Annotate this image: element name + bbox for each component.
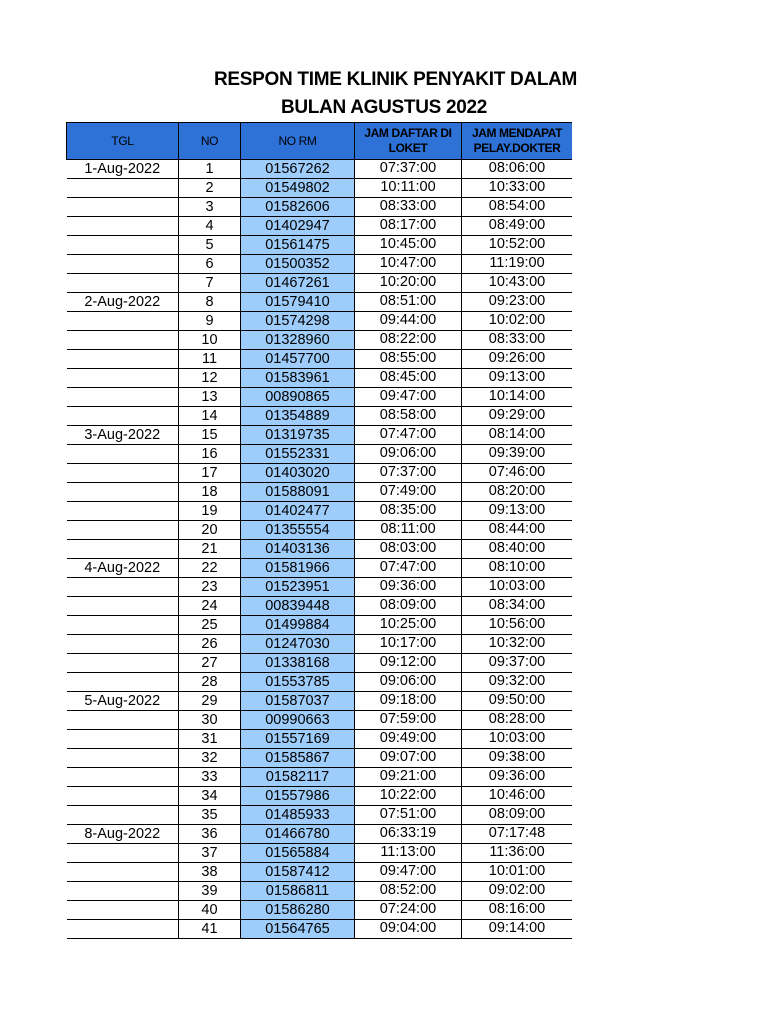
cell-no[interactable]: 27	[179, 654, 241, 673]
cell-no-rm[interactable]: 01485933	[241, 806, 355, 825]
cell-no-rm[interactable]: 01567262	[241, 160, 355, 179]
cell-no-rm[interactable]: 01574298	[241, 312, 355, 331]
cell-jam-daftar[interactable]: 11:13:00	[355, 844, 462, 863]
table-body	[67, 160, 573, 939]
cell-tgl[interactable]	[67, 483, 179, 502]
cell-no[interactable]: 31	[179, 730, 241, 749]
cell-no-rm[interactable]: 01523951	[241, 578, 355, 597]
cell-tgl[interactable]: 5-Aug-2022	[67, 692, 179, 711]
cell-jam-dokter[interactable]: 09:02:00	[462, 882, 573, 901]
cell-jam-daftar[interactable]: 10:22:00	[355, 787, 462, 806]
table-row	[67, 768, 573, 787]
table-row	[67, 274, 573, 293]
table-row	[67, 692, 573, 711]
cell-tgl[interactable]	[67, 901, 179, 920]
cell-jam-daftar[interactable]: 07:24:00	[355, 901, 462, 920]
header-jam-daftar-line2: LOKET	[388, 141, 428, 155]
cell-jam-daftar[interactable]: 08:22:00	[355, 331, 462, 350]
cell-jam-dokter[interactable]: 08:20:00	[462, 483, 573, 502]
cell-jam-dokter[interactable]: 07:46:00	[462, 464, 573, 483]
cell-jam-daftar[interactable]: 09:21:00	[355, 768, 462, 787]
cell-jam-daftar[interactable]: 09:04:00	[355, 920, 462, 939]
cell-no-rm[interactable]: 01549802	[241, 179, 355, 198]
cell-no-rm[interactable]: 01499884	[241, 616, 355, 635]
header-row	[67, 123, 573, 160]
cell-no-rm[interactable]: 01328960	[241, 331, 355, 350]
cell-jam-dokter[interactable]: 09:37:00	[462, 654, 573, 673]
cell-no-rm[interactable]: 00990663	[241, 711, 355, 730]
cell-no[interactable]: 1	[179, 160, 241, 179]
table-row	[67, 312, 573, 331]
table-row	[67, 179, 573, 198]
cell-jam-daftar[interactable]: 09:47:00	[355, 388, 462, 407]
table-row	[67, 217, 573, 236]
table-row	[67, 198, 573, 217]
cell-no[interactable]: 17	[179, 464, 241, 483]
cell-jam-daftar[interactable]: 08:03:00	[355, 540, 462, 559]
cell-tgl[interactable]	[67, 768, 179, 787]
cell-jam-dokter[interactable]: 08:14:00	[462, 426, 573, 445]
cell-tgl[interactable]: 8-Aug-2022	[67, 825, 179, 844]
table-row	[67, 521, 573, 540]
cell-no[interactable]: 2	[179, 179, 241, 198]
cell-no-rm[interactable]: 01338168	[241, 654, 355, 673]
cell-jam-dokter[interactable]: 09:14:00	[462, 920, 573, 939]
cell-jam-dokter[interactable]: 09:38:00	[462, 749, 573, 768]
table-row	[67, 502, 573, 521]
table-viewport	[66, 122, 572, 1022]
cell-jam-daftar[interactable]: 08:11:00	[355, 521, 462, 540]
cell-no[interactable]: 24	[179, 597, 241, 616]
cell-no[interactable]: 38	[179, 863, 241, 882]
table-row	[67, 711, 573, 730]
cell-no-rm[interactable]: 01467261	[241, 274, 355, 293]
cell-tgl[interactable]	[67, 236, 179, 255]
cell-jam-daftar[interactable]: 09:06:00	[355, 673, 462, 692]
cell-no[interactable]: 39	[179, 882, 241, 901]
cell-no-rm[interactable]: 01582606	[241, 198, 355, 217]
cell-jam-daftar[interactable]: 08:09:00	[355, 597, 462, 616]
cell-jam-daftar[interactable]: 07:51:00	[355, 806, 462, 825]
cell-jam-dokter[interactable]: 10:01:00	[462, 863, 573, 882]
cell-jam-dokter[interactable]: 08:54:00	[462, 198, 573, 217]
cell-jam-daftar[interactable]: 08:45:00	[355, 369, 462, 388]
cell-no-rm[interactable]: 01319735	[241, 426, 355, 445]
header-jam-daftar-line1: JAM DAFTAR DI	[364, 126, 452, 140]
cell-jam-daftar[interactable]: 09:12:00	[355, 654, 462, 673]
cell-jam-dokter[interactable]: 10:03:00	[462, 730, 573, 749]
cell-tgl[interactable]	[67, 502, 179, 521]
cell-jam-daftar[interactable]: 10:11:00	[355, 179, 462, 198]
table-row	[67, 673, 573, 692]
cell-no-rm[interactable]: 01402477	[241, 502, 355, 521]
cell-jam-daftar[interactable]: 07:59:00	[355, 711, 462, 730]
cell-no[interactable]: 10	[179, 331, 241, 350]
cell-jam-daftar[interactable]: 09:49:00	[355, 730, 462, 749]
cell-jam-daftar[interactable]: 06:33:19	[355, 825, 462, 844]
table-row	[67, 806, 573, 825]
cell-tgl[interactable]	[67, 445, 179, 464]
cell-tgl[interactable]	[67, 331, 179, 350]
cell-tgl[interactable]	[67, 388, 179, 407]
cell-jam-daftar[interactable]: 08:17:00	[355, 217, 462, 236]
header-jam-dokter[interactable]	[462, 123, 573, 160]
cell-no[interactable]: 40	[179, 901, 241, 920]
cell-tgl[interactable]	[67, 407, 179, 426]
cell-no[interactable]: 3	[179, 198, 241, 217]
cell-no-rm[interactable]: 01457700	[241, 350, 355, 369]
cell-jam-daftar[interactable]: 07:37:00	[355, 160, 462, 179]
cell-tgl[interactable]	[67, 654, 179, 673]
cell-no-rm[interactable]: 01354889	[241, 407, 355, 426]
cell-tgl[interactable]	[67, 806, 179, 825]
cell-no-rm[interactable]: 01561475	[241, 236, 355, 255]
cell-no-rm[interactable]: 01588091	[241, 483, 355, 502]
cell-jam-daftar[interactable]: 08:55:00	[355, 350, 462, 369]
cell-jam-daftar[interactable]: 10:45:00	[355, 236, 462, 255]
cell-jam-daftar[interactable]: 09:47:00	[355, 863, 462, 882]
cell-no-rm[interactable]: 01583961	[241, 369, 355, 388]
header-tgl[interactable]	[67, 123, 179, 160]
cell-no[interactable]: 36	[179, 825, 241, 844]
header-no-label: NO	[200, 133, 219, 148]
cell-tgl[interactable]	[67, 198, 179, 217]
table-row	[67, 616, 573, 635]
table-row	[67, 901, 573, 920]
cell-no[interactable]: 22	[179, 559, 241, 578]
cell-jam-dokter[interactable]: 10:03:00	[462, 578, 573, 597]
table-header	[67, 123, 573, 160]
cell-no-rm[interactable]: 01403136	[241, 540, 355, 559]
cell-jam-dokter[interactable]: 10:02:00	[462, 312, 573, 331]
cell-tgl[interactable]	[67, 217, 179, 236]
cell-no-rm[interactable]: 01564765	[241, 920, 355, 939]
cell-no[interactable]: 18	[179, 483, 241, 502]
header-no-rm[interactable]	[241, 123, 355, 160]
cell-jam-daftar[interactable]: 10:20:00	[355, 274, 462, 293]
cell-no[interactable]: 16	[179, 445, 241, 464]
cell-no[interactable]: 30	[179, 711, 241, 730]
cell-no[interactable]: 8	[179, 293, 241, 312]
cell-tgl[interactable]	[67, 369, 179, 388]
cell-tgl[interactable]	[67, 673, 179, 692]
table-row	[67, 445, 573, 464]
header-jam-dokter-line1: JAM MENDAPAT	[471, 126, 563, 140]
cell-no[interactable]: 37	[179, 844, 241, 863]
cell-tgl[interactable]	[67, 844, 179, 863]
header-no-rm-label: NO RM	[278, 133, 317, 148]
cell-jam-daftar[interactable]: 09:36:00	[355, 578, 462, 597]
cell-tgl[interactable]	[67, 597, 179, 616]
header-jam-daftar[interactable]	[355, 123, 462, 160]
table-row	[67, 559, 573, 578]
table-row	[67, 426, 573, 445]
table-row	[67, 654, 573, 673]
cell-jam-dokter[interactable]: 08:44:00	[462, 521, 573, 540]
cell-jam-dokter[interactable]: 09:36:00	[462, 768, 573, 787]
cell-jam-dokter[interactable]: 08:09:00	[462, 806, 573, 825]
cell-tgl[interactable]	[67, 730, 179, 749]
cell-jam-daftar[interactable]: 10:47:00	[355, 255, 462, 274]
cell-jam-dokter[interactable]: 09:26:00	[462, 350, 573, 369]
cell-tgl[interactable]	[67, 179, 179, 198]
cell-no-rm[interactable]: 01586280	[241, 901, 355, 920]
cell-jam-dokter[interactable]: 09:29:00	[462, 407, 573, 426]
table-row	[67, 635, 573, 654]
cell-no-rm[interactable]: 01585867	[241, 749, 355, 768]
cell-no[interactable]: 4	[179, 217, 241, 236]
cell-tgl[interactable]	[67, 882, 179, 901]
cell-jam-dokter[interactable]: 08:33:00	[462, 331, 573, 350]
cell-no[interactable]: 14	[179, 407, 241, 426]
cell-jam-dokter[interactable]: 08:06:00	[462, 160, 573, 179]
cell-no[interactable]: 13	[179, 388, 241, 407]
cell-jam-daftar[interactable]: 09:06:00	[355, 445, 462, 464]
cell-no[interactable]: 29	[179, 692, 241, 711]
cell-tgl[interactable]	[67, 749, 179, 768]
page-subtitle: BULAN AGUSTUS 2022	[280, 97, 488, 118]
cell-jam-dokter[interactable]: 10:33:00	[462, 179, 573, 198]
cell-tgl[interactable]: 2-Aug-2022	[67, 293, 179, 312]
cell-jam-dokter[interactable]: 08:28:00	[462, 711, 573, 730]
table-row	[67, 920, 573, 939]
cell-no-rm[interactable]: 01579410	[241, 293, 355, 312]
cell-jam-dokter[interactable]: 09:32:00	[462, 673, 573, 692]
table-row	[67, 369, 573, 388]
table-row	[67, 160, 573, 179]
cell-tgl[interactable]	[67, 274, 179, 293]
cell-no[interactable]: 28	[179, 673, 241, 692]
cell-no[interactable]: 19	[179, 502, 241, 521]
table-row	[67, 749, 573, 768]
cell-jam-dokter[interactable]: 09:39:00	[462, 445, 573, 464]
cell-no[interactable]: 34	[179, 787, 241, 806]
table-row	[67, 483, 573, 502]
table-row	[67, 331, 573, 350]
table-row	[67, 844, 573, 863]
table-row	[67, 882, 573, 901]
cell-jam-dokter[interactable]: 10:14:00	[462, 388, 573, 407]
cell-jam-dokter[interactable]: 11:36:00	[462, 844, 573, 863]
table-row	[67, 730, 573, 749]
cell-tgl[interactable]	[67, 863, 179, 882]
table-row	[67, 863, 573, 882]
cell-jam-dokter[interactable]: 08:34:00	[462, 597, 573, 616]
cell-no[interactable]: 21	[179, 540, 241, 559]
cell-no-rm[interactable]: 01557169	[241, 730, 355, 749]
cell-tgl[interactable]: 1-Aug-2022	[67, 160, 179, 179]
cell-jam-dokter[interactable]: 09:23:00	[462, 293, 573, 312]
table-row	[67, 255, 573, 274]
cell-jam-dokter[interactable]: 07:17:48	[462, 825, 573, 844]
cell-tgl[interactable]	[67, 578, 179, 597]
cell-no[interactable]: 6	[179, 255, 241, 274]
cell-no-rm[interactable]: 01247030	[241, 635, 355, 654]
cell-no-rm[interactable]: 01500352	[241, 255, 355, 274]
table-row	[67, 293, 573, 312]
cell-jam-dokter[interactable]: 10:32:00	[462, 635, 573, 654]
cell-jam-dokter[interactable]: 09:50:00	[462, 692, 573, 711]
cell-jam-dokter[interactable]: 08:16:00	[462, 901, 573, 920]
cell-no[interactable]: 7	[179, 274, 241, 293]
cell-jam-daftar[interactable]: 07:49:00	[355, 483, 462, 502]
header-no[interactable]	[179, 123, 241, 160]
cell-jam-daftar[interactable]: 08:52:00	[355, 882, 462, 901]
cell-jam-daftar[interactable]: 09:07:00	[355, 749, 462, 768]
cell-jam-dokter[interactable]: 08:40:00	[462, 540, 573, 559]
cell-jam-dokter[interactable]: 11:19:00	[462, 255, 573, 274]
table-row	[67, 578, 573, 597]
cell-jam-daftar[interactable]: 07:47:00	[355, 559, 462, 578]
cell-jam-dokter[interactable]: 09:13:00	[462, 502, 573, 521]
cell-jam-daftar[interactable]: 07:47:00	[355, 426, 462, 445]
cell-tgl[interactable]	[67, 255, 179, 274]
cell-tgl[interactable]	[67, 464, 179, 483]
cell-tgl[interactable]	[67, 540, 179, 559]
cell-no[interactable]: 23	[179, 578, 241, 597]
cell-jam-daftar[interactable]: 08:58:00	[355, 407, 462, 426]
cell-jam-daftar[interactable]: 08:51:00	[355, 293, 462, 312]
cell-no-rm[interactable]: 01586811	[241, 882, 355, 901]
cell-tgl[interactable]	[67, 635, 179, 654]
cell-no-rm[interactable]: 00890865	[241, 388, 355, 407]
cell-tgl[interactable]	[67, 312, 179, 331]
table-row	[67, 540, 573, 559]
cell-no[interactable]: 12	[179, 369, 241, 388]
cell-jam-daftar[interactable]: 10:17:00	[355, 635, 462, 654]
header-jam-dokter-line2: PELAY.DOKTER	[473, 141, 561, 155]
table-row	[67, 388, 573, 407]
cell-tgl[interactable]	[67, 350, 179, 369]
cell-jam-daftar[interactable]: 09:18:00	[355, 692, 462, 711]
cell-no-rm[interactable]: 01355554	[241, 521, 355, 540]
cell-tgl[interactable]: 4-Aug-2022	[67, 559, 179, 578]
cell-jam-dokter[interactable]: 10:56:00	[462, 616, 573, 635]
cell-no-rm[interactable]: 01402947	[241, 217, 355, 236]
cell-jam-daftar[interactable]: 09:44:00	[355, 312, 462, 331]
page-title: RESPON TIME KLINIK PENYAKIT DALAM	[214, 69, 578, 90]
table-row	[67, 407, 573, 426]
header-tgl-label: TGL	[111, 133, 134, 148]
cell-tgl[interactable]	[67, 521, 179, 540]
cell-jam-dokter[interactable]: 08:10:00	[462, 559, 573, 578]
cell-tgl[interactable]	[67, 711, 179, 730]
cell-no[interactable]: 11	[179, 350, 241, 369]
cell-no-rm[interactable]: 01581966	[241, 559, 355, 578]
cell-no[interactable]: 5	[179, 236, 241, 255]
cell-tgl[interactable]	[67, 787, 179, 806]
cell-no[interactable]: 32	[179, 749, 241, 768]
cell-no[interactable]: 9	[179, 312, 241, 331]
cell-jam-dokter[interactable]: 10:43:00	[462, 274, 573, 293]
table-row	[67, 464, 573, 483]
cell-jam-daftar[interactable]: 07:37:00	[355, 464, 462, 483]
cell-no-rm[interactable]: 01565884	[241, 844, 355, 863]
cell-no[interactable]: 26	[179, 635, 241, 654]
cell-jam-dokter[interactable]: 09:13:00	[462, 369, 573, 388]
cell-jam-dokter[interactable]: 10:52:00	[462, 236, 573, 255]
cell-jam-dokter[interactable]: 10:46:00	[462, 787, 573, 806]
cell-no-rm[interactable]: 01587037	[241, 692, 355, 711]
cell-no[interactable]: 35	[179, 806, 241, 825]
cell-no-rm[interactable]: 01553785	[241, 673, 355, 692]
cell-jam-daftar[interactable]: 10:25:00	[355, 616, 462, 635]
response-time-table	[66, 122, 572, 939]
cell-tgl[interactable]: 3-Aug-2022	[67, 426, 179, 445]
table-row	[67, 350, 573, 369]
cell-jam-dokter[interactable]: 08:49:00	[462, 217, 573, 236]
cell-no[interactable]: 15	[179, 426, 241, 445]
cell-no[interactable]: 25	[179, 616, 241, 635]
table-row	[67, 787, 573, 806]
table-row	[67, 825, 573, 844]
cell-no-rm[interactable]: 01466780	[241, 825, 355, 844]
cell-no-rm[interactable]: 01552331	[241, 445, 355, 464]
cell-no-rm[interactable]: 01587412	[241, 863, 355, 882]
cell-jam-daftar[interactable]: 08:33:00	[355, 198, 462, 217]
cell-no-rm[interactable]: 00839448	[241, 597, 355, 616]
cell-no[interactable]: 41	[179, 920, 241, 939]
table-row	[67, 236, 573, 255]
cell-tgl[interactable]	[67, 920, 179, 939]
cell-no[interactable]: 20	[179, 521, 241, 540]
cell-no-rm[interactable]: 01582117	[241, 768, 355, 787]
cell-jam-daftar[interactable]: 08:35:00	[355, 502, 462, 521]
cell-no-rm[interactable]: 01557986	[241, 787, 355, 806]
table-row	[67, 597, 573, 616]
cell-no[interactable]: 33	[179, 768, 241, 787]
cell-no-rm[interactable]: 01403020	[241, 464, 355, 483]
cell-tgl[interactable]	[67, 616, 179, 635]
